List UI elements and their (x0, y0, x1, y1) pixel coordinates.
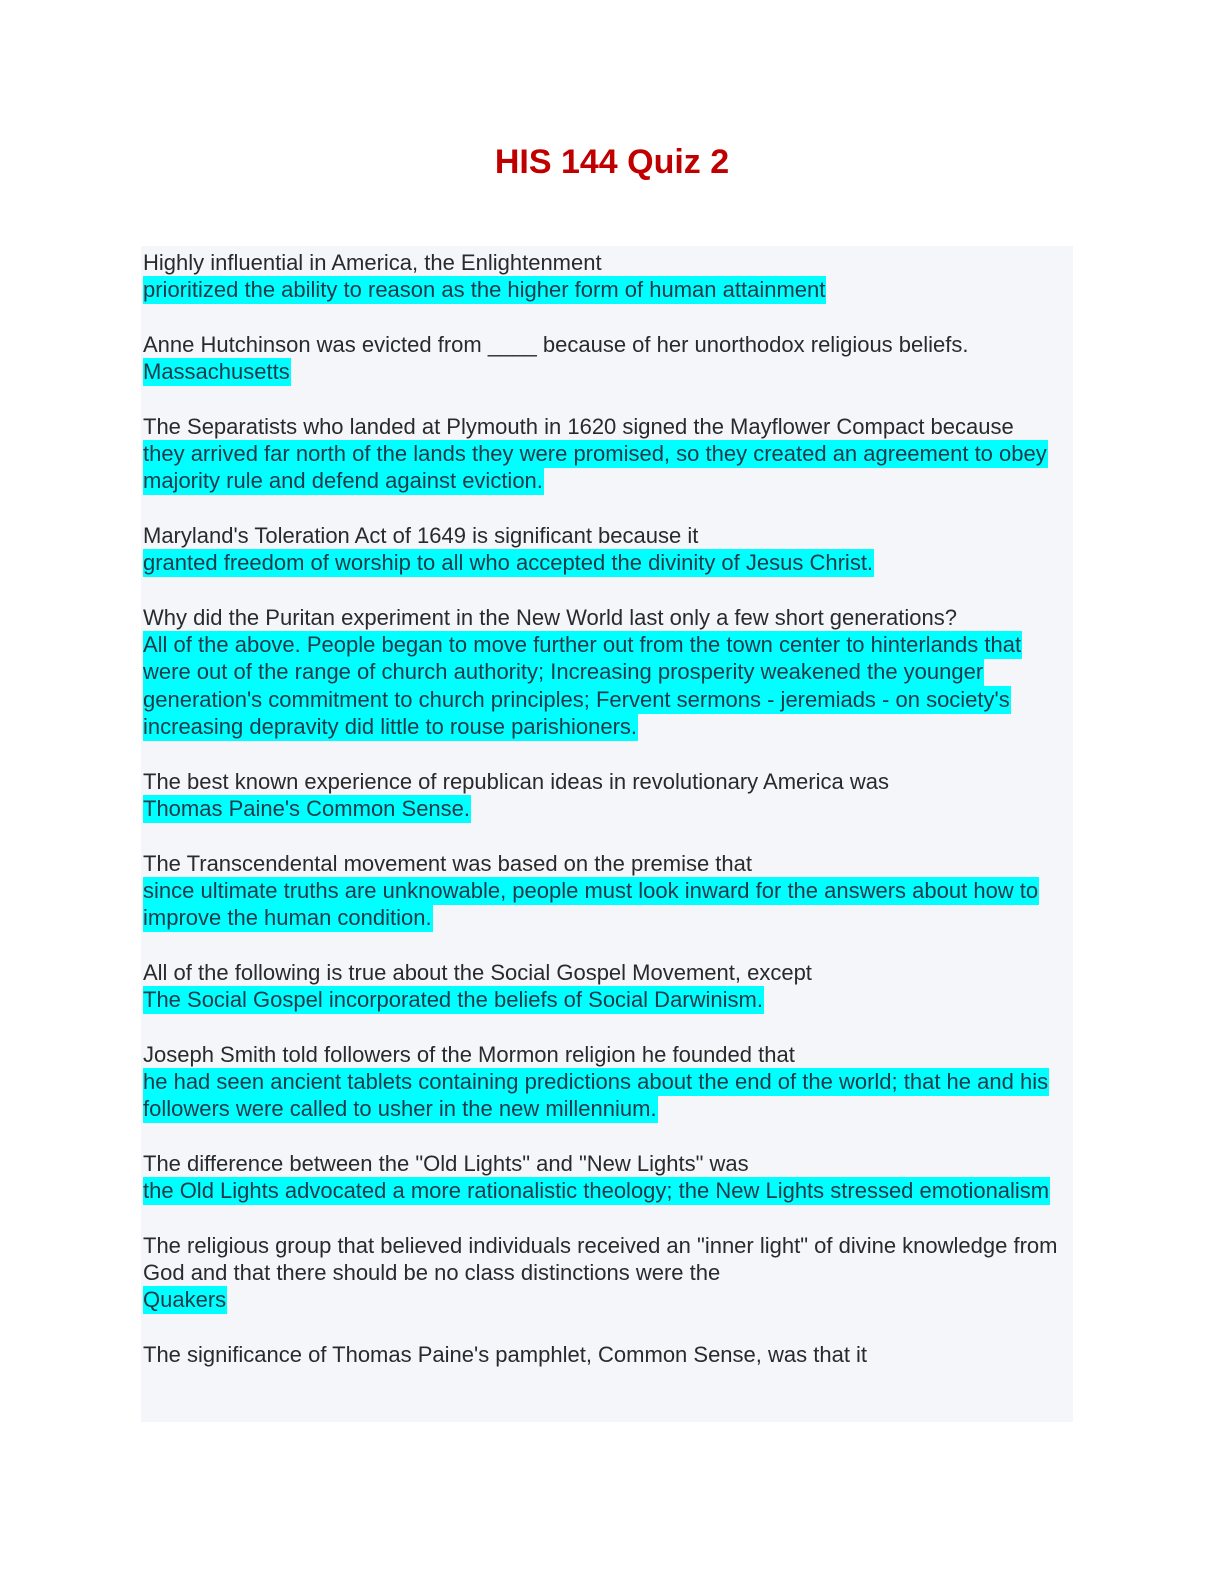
answer-highlight (143, 1177, 1073, 1204)
qa-item (143, 850, 1073, 932)
answer-text: since ultimate truths are unknowable, people must look inward for the answers about how to improve the human condition. (143, 877, 1039, 931)
answer-highlight (143, 1286, 1073, 1313)
qa-item (143, 768, 1073, 823)
question-text: Highly influential in America, the Enlightenment (143, 250, 602, 275)
answer-highlight (143, 276, 1073, 303)
question-text: Why did the Puritan experiment in the New World last only a few short generations? (143, 604, 957, 630)
page-title: HIS 144 Quiz 2 (494, 143, 730, 181)
answer-highlight (143, 631, 1073, 741)
qa-item (143, 1150, 1073, 1205)
question-text: The Transcendental movement was based on the premise that (143, 850, 753, 876)
question-text: The significance of Thomas Paine's pamphlet, Common Sense, was that it (143, 1341, 868, 1367)
qa-item (143, 604, 1073, 741)
answer-text: Quakers (143, 1287, 227, 1313)
answer-highlight (143, 1068, 1073, 1123)
qa-item (143, 522, 1073, 577)
qa-item (143, 413, 1073, 495)
quiz-content (141, 246, 1073, 1422)
answer-text: granted freedom of worship to all who accepted the divinity of Jesus Christ. (143, 550, 874, 576)
answer-text: he had seen ancient tablets containing predictions about the end of the world; that he and his followers were called to usher in the new millennium. (143, 1068, 1049, 1122)
answer-highlight (143, 358, 1073, 385)
qa-item (143, 331, 1073, 386)
answer-highlight (143, 440, 1073, 495)
answer-highlight (143, 549, 1073, 576)
qa-item (143, 1341, 1073, 1368)
question-text: Maryland's Toleration Act of 1649 is significant because it (143, 522, 699, 548)
qa-item (143, 959, 1073, 1014)
answer-text: The Social Gospel incorporated the beliefs of Social Darwinism. (143, 987, 763, 1013)
qa-item (143, 249, 1073, 304)
question-text: Joseph Smith told followers of the Mormon religion he founded that (143, 1041, 795, 1067)
question-text: The best known experience of republican ideas in revolutionary America was (143, 768, 889, 794)
answer-text: they arrived far north of the lands they were promised, so they created an agreement to obey majority rule and defend against eviction. (143, 441, 1047, 494)
answer-text: the Old Lights advocated a more rationalistic theology; the New Lights stressed emotionalism (143, 1178, 1050, 1204)
answer-highlight (143, 986, 1073, 1013)
question-text: The Separatists who landed at Plymouth in 1620 signed the Mayflower Compact because (143, 413, 1014, 439)
answer-text: All of the above. People began to move further out from the town center to hinterlands that were out of the range of church authority; Increasing prosperity weakened the younger generation's commitment to church principles; Fervent sermons - jeremiads - on society's increasing depravity did little to rouse parishioners. (143, 632, 1022, 740)
question-text: The religious group that believed individuals received an "inner light" of divine knowledge from God and that there should be no class distinctions were the (143, 1232, 1058, 1285)
question-text: All of the following is true about the Social Gospel Movement, except (143, 959, 812, 985)
answer-highlight (143, 795, 1073, 822)
question-text: The difference between the "Old Lights" and "New Lights" was (143, 1150, 749, 1176)
qa-item (143, 1232, 1073, 1314)
answer-text: prioritized the ability to reason as the higher form of human attainment (143, 277, 826, 303)
answer-highlight (143, 877, 1073, 932)
qa-item (143, 1041, 1073, 1123)
answer-text: Thomas Paine's Common Sense. (143, 796, 471, 822)
answer-text: Massachusetts (143, 359, 290, 385)
question-text: Anne Hutchinson was evicted from ____ because of her unorthodox religious beliefs. (143, 331, 969, 357)
